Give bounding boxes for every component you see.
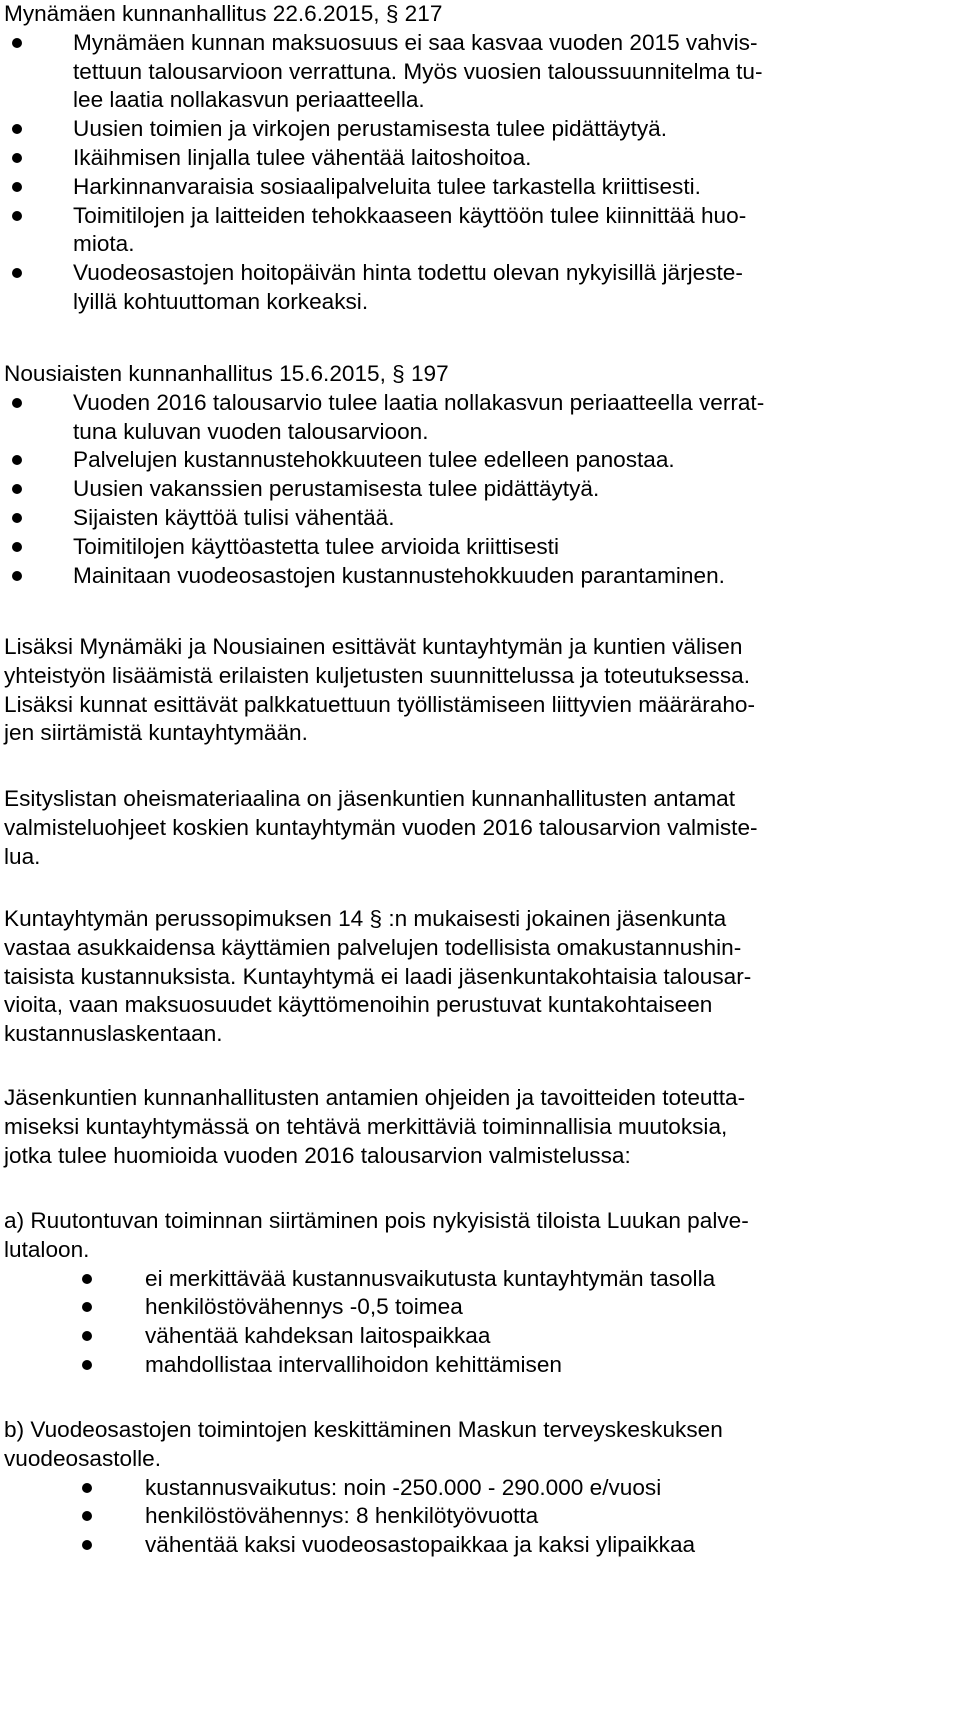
- bullet-icon: [12, 153, 22, 163]
- paragraph-ohjeet: [4, 1084, 960, 1170]
- bullet-icon: [12, 484, 22, 494]
- bullet-icon: [82, 1540, 92, 1550]
- list-item: [4, 144, 960, 173]
- list-item: [4, 29, 960, 115]
- paragraph-line: miseksi kuntayhtymässä on tehtävä merkittäviä toiminnallisia muutoksia,: [4, 1113, 728, 1139]
- bullet-icon: [12, 182, 22, 192]
- paragraph-esityslista: [4, 785, 960, 871]
- bullet-icon: [82, 1274, 92, 1284]
- list-item-text: Mainitaan vuodeosastojen kustannustehokkuuden parantaminen.: [73, 562, 725, 588]
- list-item-text: miota.: [73, 231, 135, 257]
- list-item-text: mahdollistaa intervallihoidon kehittämisen: [145, 1351, 562, 1377]
- list-item: [4, 1351, 960, 1380]
- bullet-icon: [12, 571, 22, 581]
- section-nousiainen: [4, 360, 960, 590]
- list-item-text: Palvelujen kustannustehokkuuteen tulee edelleen panostaa.: [73, 447, 675, 473]
- list-item-text: Uusien toimien ja virkojen perustamisesta tulee pidättäytyä.: [73, 116, 668, 142]
- list-item: [4, 475, 960, 504]
- list-item-text: Toimitilojen käyttöastetta tulee arvioida kriittisesti: [73, 533, 559, 559]
- list-item-text: ei merkittävää kustannusvaikutusta kuntayhtymän tasolla: [145, 1265, 716, 1291]
- list-item: [4, 173, 960, 202]
- list-item: [4, 389, 960, 447]
- list-item-text: Vuodeosastojen hoitopäivän hinta todettu olevan nykyisillä järjeste-: [73, 260, 743, 286]
- bullet-icon: [12, 398, 22, 408]
- list-item: [4, 115, 960, 144]
- list-item-text: henkilöstövähennys -0,5 toimea: [145, 1294, 463, 1320]
- section-heading: Mynämäen kunnanhallitus 22.6.2015, § 217: [4, 1, 443, 26]
- list-item-text: kustannusvaikutus: noin -250.000 - 290.000 e/vuosi: [145, 1474, 662, 1500]
- bullet-icon: [82, 1360, 92, 1370]
- list-item: [4, 1474, 960, 1503]
- paragraph-line: taisista kustannuksista. Kuntayhtymä ei laadi jäsenkuntakohtaisia talousar-: [4, 963, 752, 989]
- measure-a: [4, 1207, 960, 1380]
- bullet-icon: [82, 1483, 92, 1493]
- bullet-icon: [12, 542, 22, 552]
- list-item-text: lee laatia nollakasvun periaatteella.: [73, 87, 425, 113]
- list-item-text: vähentää kaksi vuodeosastopaikkaa ja kaksi ylipaikkaa: [145, 1532, 696, 1558]
- list-item-text: lyillä kohtuuttoman korkeaksi.: [73, 288, 369, 314]
- list-item-text: Mynämäen kunnan maksuosuus ei saa kasvaa vuoden 2015 vahvis-: [73, 29, 758, 55]
- paragraph-line: jotka tulee huomioida vuoden 2016 talousarvion valmistelussa:: [4, 1142, 631, 1168]
- bullet-list: [4, 1474, 960, 1560]
- list-item-text: Uusien vakanssien perustamisesta tulee pidättäytyä.: [73, 476, 600, 502]
- paragraph-line: yhteistyön lisäämistä erilaisten kuljetusten suunnittelussa ja toteutuksessa.: [4, 662, 750, 688]
- paragraph-line: Lisäksi Mynämäki ja Nousiainen esittävät kuntayhtymän ja kuntien välisen: [4, 634, 743, 659]
- paragraph-perussopimus: [4, 905, 960, 1049]
- paragraph-line: b) Vuodeosastojen toimintojen keskittäminen Maskun terveyskeskuksen: [4, 1417, 723, 1442]
- bullet-icon: [12, 513, 22, 523]
- list-item-text: Ikäihmisen linjalla tulee vähentää laitoshoitoa.: [73, 144, 532, 170]
- paragraph-line: a) Ruutontuvan toiminnan siirtäminen pois nykyisistä tiloista Luukan palve-: [4, 1208, 749, 1233]
- paragraph-line: kustannuslaskentaan.: [4, 1021, 223, 1047]
- paragraph-line: Kuntayhtymän perussopimuksen 14 § :n mukaisesti jokainen jäsenkunta: [4, 906, 727, 931]
- bullet-list: [4, 1265, 960, 1380]
- list-item: [4, 202, 960, 260]
- bullet-icon: [82, 1331, 92, 1341]
- paragraph-line: Lisäksi kunnat esittävät palkkatuettuun työllistämiseen liittyvien määräraho-: [4, 691, 755, 717]
- paragraph-line: vuodeosastolle.: [4, 1445, 162, 1471]
- paragraph-line: vastaa asukkaidensa käyttämien palvelujen todellisista omakustannushin-: [4, 934, 742, 960]
- paragraph-line: Jäsenkuntien kunnanhallitusten antamien ohjeiden ja tavoitteiden toteutta-: [4, 1085, 746, 1110]
- bullet-icon: [82, 1511, 92, 1521]
- list-item: [4, 1293, 960, 1322]
- list-item-text: vähentää kahdeksan laitospaikkaa: [145, 1323, 491, 1349]
- list-item: [4, 259, 960, 317]
- bullet-icon: [82, 1302, 92, 1312]
- list-item: [4, 533, 960, 562]
- list-item-text: henkilöstövähennys: 8 henkilötyövuotta: [145, 1503, 539, 1529]
- paragraph-line: valmisteluohjeet koskien kuntayhtymän vuoden 2016 talousarvion valmiste-: [4, 814, 758, 840]
- list-item-text: Toimitilojen ja laitteiden tehokkaaseen käyttöön tulee kiinnittää huo-: [73, 202, 747, 228]
- list-item-text: tuna kuluvan vuoden talousarvioon.: [73, 418, 429, 444]
- list-item: [4, 1322, 960, 1351]
- list-item-text: Sijaisten käyttöä tulisi vähentää.: [73, 504, 395, 530]
- list-item: [4, 504, 960, 533]
- bullet-icon: [12, 268, 22, 278]
- list-item: [4, 1531, 960, 1560]
- bullet-list: [4, 29, 960, 317]
- paragraph-line: Esityslistan oheismateriaalina on jäsenkuntien kunnanhallitusten antamat: [4, 786, 735, 811]
- paragraph-line: vioita, vaan maksuosuudet käyttömenoihin perustuvat kuntakohtaiseen: [4, 992, 713, 1018]
- paragraph-line: lutaloon.: [4, 1236, 90, 1262]
- bullet-icon: [12, 38, 22, 48]
- list-item: [4, 562, 960, 591]
- bullet-icon: [12, 455, 22, 465]
- measure-b: [4, 1416, 960, 1560]
- list-item-text: tettuun talousarvioon verrattuna. Myös vuosien taloussuunnitelma tu-: [73, 58, 763, 84]
- bullet-icon: [12, 211, 22, 221]
- bullet-icon: [12, 124, 22, 134]
- section-mynamaki: [4, 0, 960, 317]
- section-heading: Nousiaisten kunnanhallitus 15.6.2015, § 197: [4, 361, 449, 386]
- paragraph-line: lua.: [4, 843, 41, 869]
- list-item-text: Harkinnanvaraisia sosiaalipalveluita tulee tarkastella kriittisesti.: [73, 173, 701, 199]
- list-item: [4, 1502, 960, 1531]
- list-item-text: Vuoden 2016 talousarvio tulee laatia nollakasvun periaatteella verrat-: [73, 389, 765, 415]
- paragraph-line: jen siirtämistä kuntayhtymään.: [4, 720, 308, 746]
- bullet-list: [4, 389, 960, 591]
- list-item: [4, 446, 960, 475]
- list-item: [4, 1265, 960, 1294]
- paragraph-lisaksi: [4, 633, 960, 748]
